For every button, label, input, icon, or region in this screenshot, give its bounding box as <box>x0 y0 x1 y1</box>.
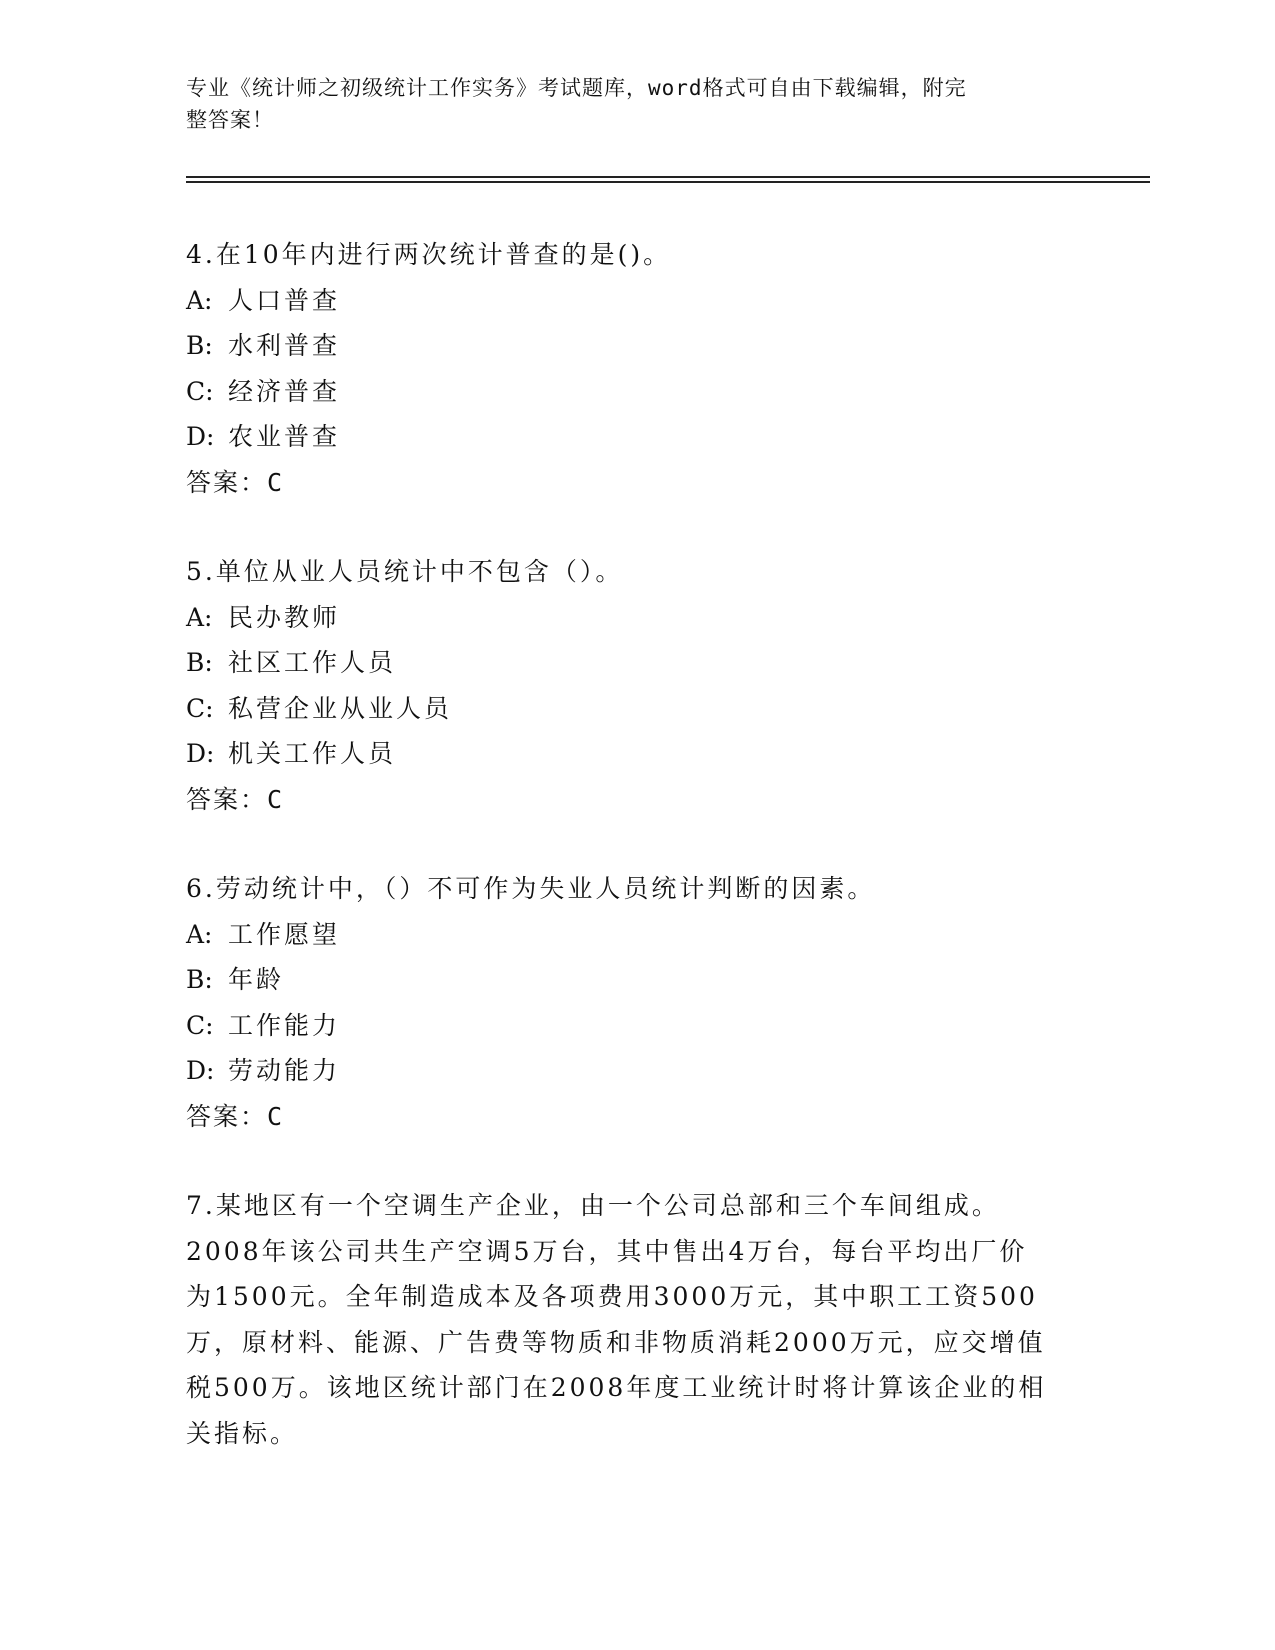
option-letter: A: <box>186 285 213 315</box>
option-text: 农业普查 <box>228 422 341 451</box>
option-a <box>186 912 1086 958</box>
option-d <box>186 414 1086 460</box>
question-4 <box>186 232 1086 505</box>
option-text: 机关工作人员 <box>228 739 397 768</box>
option-b <box>186 957 1086 1003</box>
option-c <box>186 686 1086 732</box>
question-7-line-3: 为1500元。全年制造成本及各项费用3000万元，其中职工工资500 <box>186 1282 1038 1311</box>
option-letter: C: <box>186 376 214 406</box>
option-letter: B: <box>186 965 213 994</box>
question-stem: 5.单位从业人员统计中不包含（）。 <box>186 557 624 586</box>
answer-label: 答案： <box>186 784 268 814</box>
option-letter: D: <box>186 1056 215 1085</box>
option-letter: C: <box>186 1010 214 1040</box>
option-letter: C: <box>186 693 214 723</box>
question-5 <box>186 549 1086 822</box>
option-letter: D: <box>186 739 215 768</box>
header-divider-top <box>186 176 1150 178</box>
option-letter: B: <box>186 648 213 677</box>
answer-line <box>186 1094 1086 1140</box>
option-text: 水利普查 <box>228 331 341 360</box>
answer-label: 答案： <box>186 467 268 497</box>
question-7-line-1: 7.某地区有一个空调生产企业，由一个公司总部和三个车间组成。 <box>186 1191 1000 1220</box>
answer-line <box>186 777 1086 823</box>
question-7-line-4: 万，原材料、能源、广告费等物质和非物质消耗2000万元，应交增值 <box>186 1327 1046 1357</box>
answer-line <box>186 460 1086 506</box>
answer-value: C <box>267 467 283 497</box>
option-text: 工作愿望 <box>228 919 341 949</box>
question-7 <box>186 1183 1086 1456</box>
option-d <box>186 1048 1086 1094</box>
option-b <box>186 640 1086 686</box>
document-header <box>186 72 1066 136</box>
option-c <box>186 369 1086 415</box>
answer-value: C <box>267 784 283 814</box>
option-a <box>186 278 1086 324</box>
answer-label: 答案： <box>186 1101 268 1131</box>
option-text: 人口普查 <box>228 285 341 315</box>
question-7-line-5: 税500万。该地区统计部门在2008年度工业统计时将计算该企业的相 <box>186 1373 1047 1402</box>
option-letter: B: <box>186 331 213 360</box>
option-letter: D: <box>186 422 215 451</box>
question-stem: 4.在10年内进行两次统计普查的是()。 <box>186 240 672 269</box>
option-text: 工作能力 <box>228 1010 341 1040</box>
question-list <box>186 232 1086 1500</box>
option-text: 社区工作人员 <box>228 648 397 677</box>
option-text: 年龄 <box>228 965 285 994</box>
option-a <box>186 595 1086 641</box>
option-letter: A: <box>186 602 213 632</box>
option-b <box>186 323 1086 369</box>
option-c <box>186 1003 1086 1049</box>
question-6 <box>186 866 1086 1139</box>
header-line-2: 整答案！ <box>186 108 274 132</box>
option-text: 民办教师 <box>228 602 341 632</box>
question-stem: 6.劳动统计中，（）不可作为失业人员统计判断的因素。 <box>186 874 876 903</box>
header-line-1: 专业《统计师之初级统计工作实务》考试题库，word格式可自由下载编辑，附完 <box>186 76 967 100</box>
header-divider-bottom <box>186 181 1150 183</box>
option-text: 私营企业从业人员 <box>228 693 453 723</box>
option-text: 劳动能力 <box>228 1056 341 1085</box>
question-7-line-2: 2008年该公司共生产空调5万台，其中售出4万台，每台平均出厂价 <box>186 1236 1028 1266</box>
option-d <box>186 731 1086 777</box>
question-7-line-6: 关指标。 <box>186 1418 299 1448</box>
option-letter: A: <box>186 919 213 949</box>
option-text: 经济普查 <box>228 376 341 406</box>
answer-value: C <box>267 1101 283 1131</box>
